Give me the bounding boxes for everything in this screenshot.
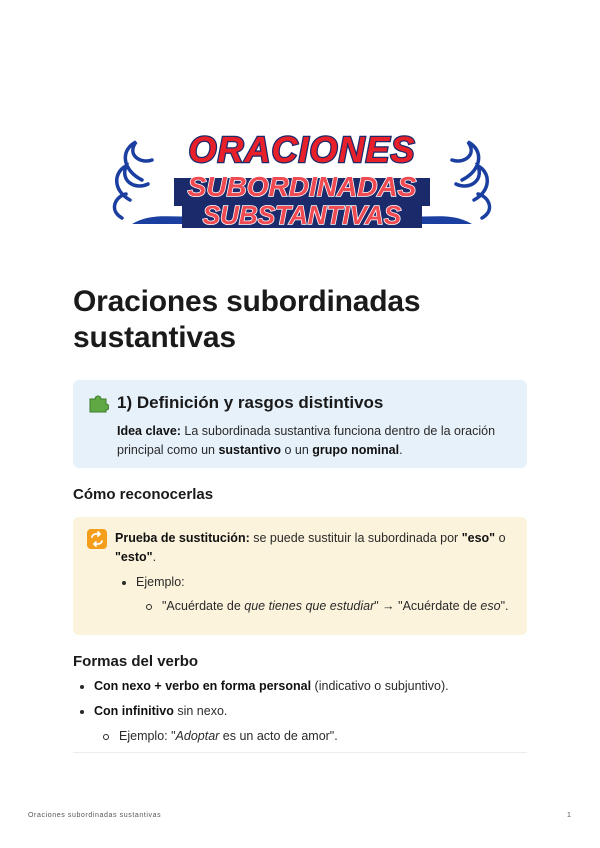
- list-item: Con nexo + verbo en forma personal (indicativo o subjuntivo).: [80, 677, 449, 696]
- list-item: [146, 597, 508, 616]
- footer-title: Oraciones subordinadas sustantivas: [28, 812, 162, 819]
- banner-line-2: SUBORDINADAS: [187, 171, 417, 202]
- list-item: Con infinitivo sin nexo.: [80, 702, 227, 721]
- bullet-icon: [122, 581, 126, 585]
- banner-line-1: ORACIONES: [188, 129, 416, 170]
- example-text: "Acuérdate de que tienes que estudiar" → "Acuérdate de eso".: [162, 599, 509, 613]
- list-item: Ejemplo:: [122, 573, 185, 592]
- banner-line-3: SUBSTANTIVAS: [202, 200, 402, 230]
- bullet-icon: [80, 710, 84, 714]
- recognize-heading: Cómo reconocerlas: [73, 486, 214, 503]
- page-title: Oraciones subordinadas sustantivas: [73, 285, 421, 354]
- page-number: 1: [567, 812, 572, 819]
- bullet-icon: [80, 685, 84, 689]
- definition-callout: [73, 380, 527, 468]
- banner-graphic: [112, 120, 492, 232]
- puzzle-icon: [87, 392, 109, 414]
- substitution-text: Prueba de sustitución: se puede sustituir la subordinada por "eso" o "esto".: [115, 531, 506, 564]
- definition-heading: 1) Definición y rasgos distintivos: [117, 393, 384, 412]
- list-item: Ejemplo: "Adoptar es un acto de amor".: [103, 727, 338, 746]
- title-banner: [112, 120, 492, 232]
- hollow-bullet-icon: [103, 734, 109, 740]
- verb-forms-heading: Formas del verbo: [73, 653, 199, 670]
- hollow-bullet-icon: [146, 604, 152, 610]
- repeat-icon: [87, 529, 107, 549]
- definition-text: Idea clave: La subordinada sustantiva funciona dentro de la oración principal como un sustantivo o un grupo nominal.: [117, 424, 496, 457]
- divider: [73, 752, 527, 753]
